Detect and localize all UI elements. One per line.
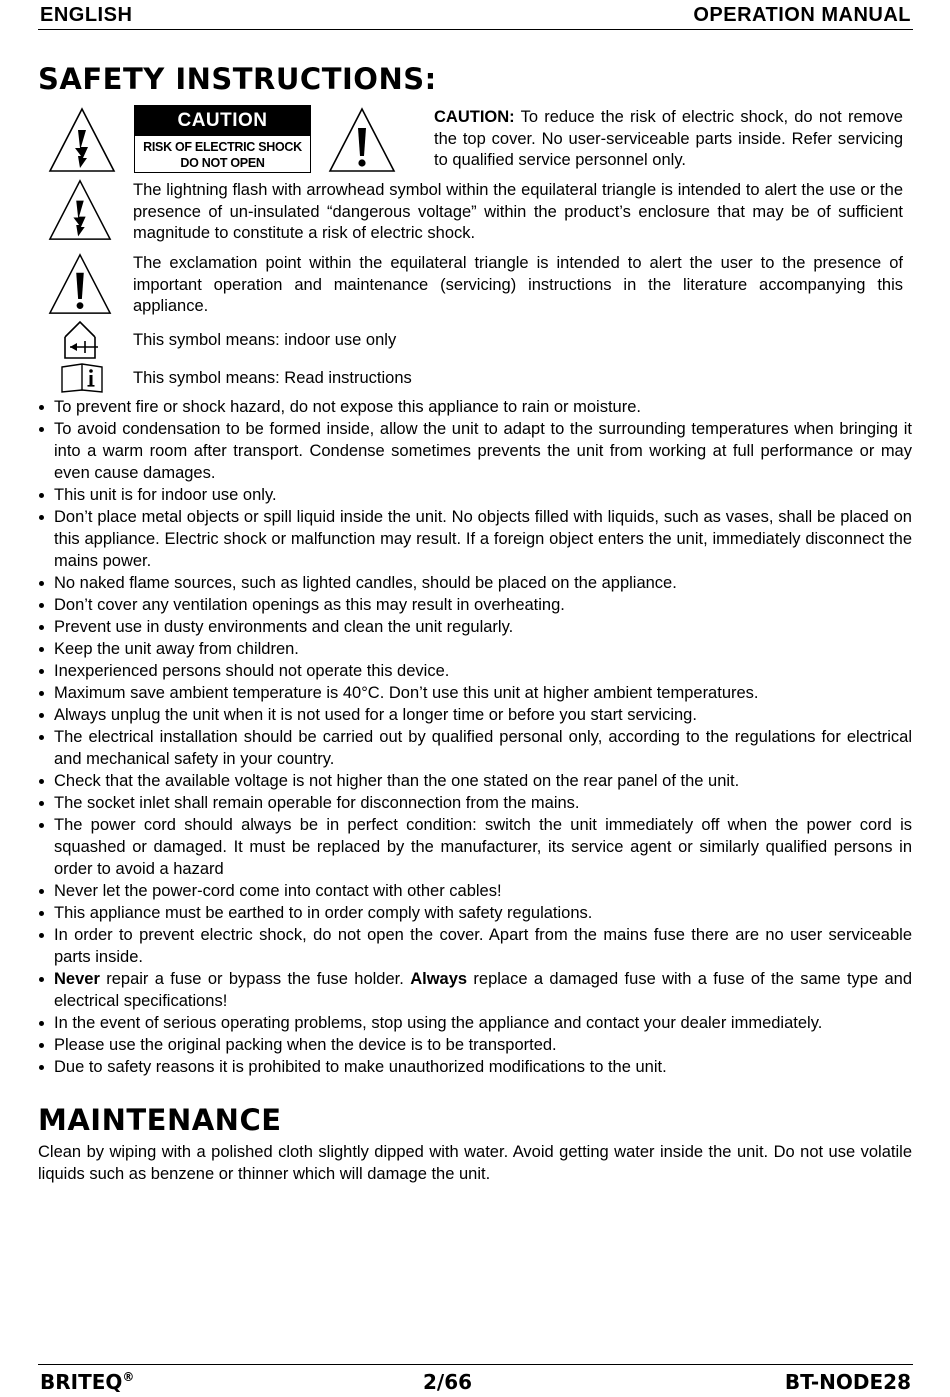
list-item: To prevent fire or shock hazard, do not expose this appliance to rain or moisture. [38,396,912,418]
footer-page-number: 2/66 [423,1370,473,1394]
header-language: ENGLISH [40,4,133,26]
exclamation-warning-icon [328,106,396,174]
caution-label-title: CAUTION [135,106,310,136]
fuse-text2: replace a damaged fuse with a fuse of the same type and electrical specifications! [54,970,913,1010]
list-item: Keep the unit away from children. [38,638,912,660]
exclamation-warning-icon [48,252,112,316]
page-header [38,2,913,30]
lightning-text: The lightning flash with arrowhead symbol within the equilateral triangle is intended to alert the use or the presence of un-insulated “dangerous voltage” within the product’s enclosure that may be of sufficient magnitude to constitute a risk of electric shock. [133,181,903,242]
fuse-text1: repair a fuse or bypass the fuse holder. [99,970,411,988]
read-text: This symbol means: Read instructions [133,369,412,387]
caution-text-body: To reduce the risk of electric shock, do not remove the top cover. No user-serviceable parts inside. Refer servicing to qualified service personnel only. [434,108,903,169]
list-item: In order to prevent electric shock, do not open the cover. Apart from the mains fuse there are no user serviceable parts inside. [38,924,912,968]
caution-text-bold: CAUTION: [434,108,515,126]
footer-brand-wrap [40,1370,134,1394]
header-doc-type: OPERATION MANUAL [693,4,911,26]
caution-label-line2: DO NOT OPEN [180,156,265,170]
footer-brand: BRITEQ [40,1370,123,1394]
list-item: The electrical installation should be carried out by qualified personal only, according to the regulations for electrical and mechanical safety in your country. [38,726,912,770]
list-item: Always unplug the unit when it is not used for a longer time or before you start servicing. [38,704,912,726]
indoor-use-icon [62,319,98,361]
caution-label [134,105,311,173]
list-item: To avoid condensation to be formed inside, allow the unit to adapt to the surrounding temperatures when bringing it into a warm room after transport. Condense sometimes prevents the unit from working at full performance or may even cause damages. [38,418,912,484]
list-item: Never let the power-cord come into contact with other cables! [38,880,912,902]
list-item-fuse [38,968,912,1012]
footer-model: BT-NODE28 [784,1370,911,1394]
list-item: Please use the original packing when the device is to be transported. [38,1034,912,1056]
list-item: This appliance must be earthed to in order comply with safety regulations. [38,902,912,924]
list-item: Don’t place metal objects or spill liquid inside the unit. No objects filled with liquids, such as vases, shall be placed on this appliance. Electric shock or malfunction may result. If a foreign object enters the unit, immediately disconnect the mains power. [38,506,912,572]
fuse-never: Never [54,970,100,988]
list-item: In the event of serious operating problems, stop using the appliance and contact your dealer immediately. [38,1012,912,1034]
list-item: Prevent use in dusty environments and clean the unit regularly. [38,616,912,638]
maintenance-title: MAINTENANCE [38,1103,282,1137]
list-item: This unit is for indoor use only. [38,484,912,506]
safety-bullet-list [38,396,912,1078]
list-item: Inexperienced persons should not operate this device. [38,660,912,682]
list-item: Maximum save ambient temperature is 40°C. Don’t use this unit at higher ambient temperatures. [38,682,912,704]
page-footer [38,1364,913,1394]
read-instructions-icon [60,362,104,394]
list-item: Due to safety reasons it is prohibited to make unauthorized modifications to the unit. [38,1056,912,1078]
exclamation-text: The exclamation point within the equilateral triangle is intended to alert the user to the presence of important operation and maintenance (servicing) instructions in the literature accompanying this appliance. [133,254,903,315]
indoor-text: This symbol means: indoor use only [133,331,397,349]
footer-reg-mark: ® [122,1370,135,1384]
maintenance-text: Clean by wiping with a polished cloth slightly dipped with water. Avoid getting water inside the unit. Do not use volatile liquids such as benzene or thinner which will damage the unit. [38,1143,912,1183]
list-item: Don’t cover any ventilation openings as this may result in overheating. [38,594,912,616]
caution-text [434,107,903,172]
caution-label-line1: RISK OF ELECTRIC SHOCK [143,140,302,154]
fuse-always: Always [410,970,468,988]
list-item: The power cord should always be in perfect condition: switch the unit immediately off when the power cord is squashed or damaged. It must be replaced by the manufacturer, its service agent or similarly qualified persons in order to avoid a hazard [38,814,912,880]
list-item: Check that the available voltage is not higher than the one stated on the rear panel of the unit. [38,770,912,792]
safety-title: SAFETY INSTRUCTIONS: [38,62,437,96]
lightning-warning-icon [48,178,112,242]
list-item: No naked flame sources, such as lighted candles, should be placed on the appliance. [38,572,912,594]
lightning-warning-icon [48,106,116,174]
list-item: The socket inlet shall remain operable for disconnection from the mains. [38,792,912,814]
